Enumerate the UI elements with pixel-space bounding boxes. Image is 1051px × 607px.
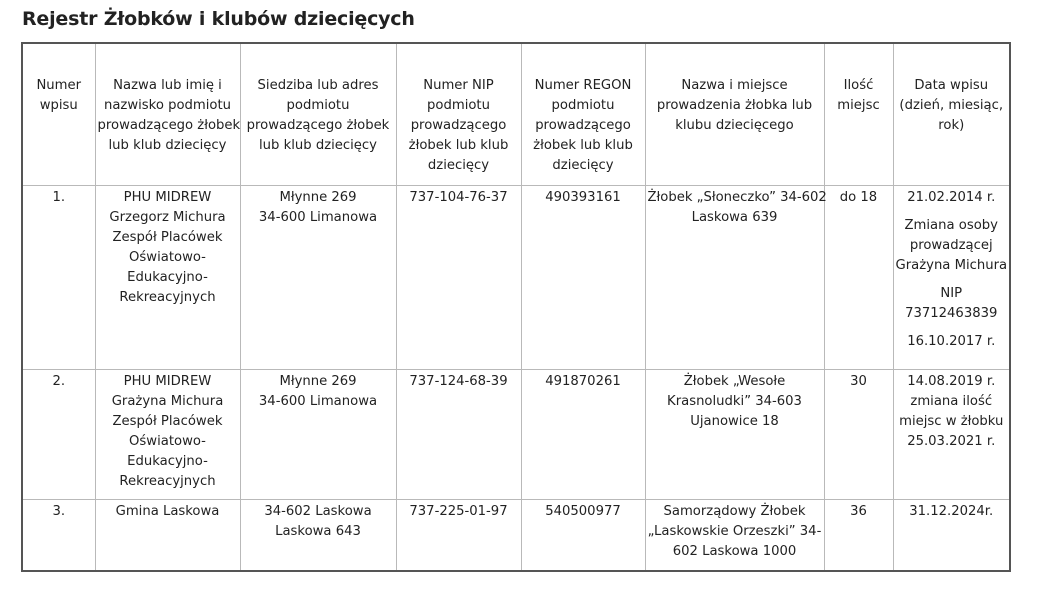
table-row	[22, 185, 1010, 369]
header-row	[22, 43, 1010, 185]
cell-ilosc: do 18	[824, 185, 893, 369]
cell-numer: 1.	[22, 185, 95, 369]
header-data: Data wpisu (dzień, miesiąc, rok)	[893, 43, 1010, 185]
cell-siedziba: Młynne 269 34-600 Limanowa	[240, 185, 396, 369]
cell-data: 14.08.2019 r. zmiana ilość miejsc w żłobku 25.03.2021 r.	[893, 369, 1010, 499]
cell-siedziba: Młynne 269 34-600 Limanowa	[240, 369, 396, 499]
cell-nip: 737-104-76-37	[396, 185, 521, 369]
table-row	[22, 499, 1010, 571]
header-nip: Numer NIP podmiotu prowadzącego żłobek lub klub dziecięcy	[396, 43, 521, 185]
cell-nazwa: PHU MIDREW Grażyna Michura Zespół Placówek Oświatowo- Edukacyjno- Rekreacyjnych	[95, 369, 240, 499]
cell-nazwa: Gmina Laskowa	[95, 499, 240, 571]
cell-nip: 737-124-68-39	[396, 369, 521, 499]
page-title: Rejestr Żłobków i klubów dziecięcych	[22, 8, 415, 30]
cell-nazwa: PHU MIDREW Grzegorz Michura Zespół Placówek Oświatowo- Edukacyjno- Rekreacyjnych	[95, 185, 240, 369]
header-siedziba: Siedziba lub adres podmiotu prowadzącego żłobek lub klub dziecięcy	[240, 43, 396, 185]
registry-table	[21, 42, 1011, 572]
table-row	[22, 369, 1010, 499]
cell-regon: 491870261	[521, 369, 645, 499]
cell-numer: 2.	[22, 369, 95, 499]
cell-ilosc: 36	[824, 499, 893, 571]
header-regon: Numer REGON podmiotu prowadzącego żłobek lub klub dziecięcy	[521, 43, 645, 185]
header-numer: Numer wpisu	[22, 43, 95, 185]
header-ilosc: Ilość miejsc	[824, 43, 893, 185]
header-nazwa: Nazwa lub imię i nazwisko podmiotu prowadzącego żłobek lub klub dziecięcy	[95, 43, 240, 185]
cell-data: 21.02.2014 r. Zmiana osoby prowadzącej Grażyna Michura NIP 73712463839 16.10.2017 r.	[893, 185, 1010, 369]
cell-miejsce: Żłobek „Słoneczko” 34-602 Laskowa 639	[645, 185, 824, 369]
cell-miejsce: Samorządowy Żłobek „Laskowskie Orzeszki” 34- 602 Laskowa 1000	[645, 499, 824, 571]
cell-data: 31.12.2024r.	[893, 499, 1010, 571]
header-miejsce: Nazwa i miejsce prowadzenia żłobka lub klubu dziecięcego	[645, 43, 824, 185]
cell-nip: 737-225-01-97	[396, 499, 521, 571]
cell-siedziba: 34-602 Laskowa Laskowa 643	[240, 499, 396, 571]
cell-numer: 3.	[22, 499, 95, 571]
cell-regon: 490393161	[521, 185, 645, 369]
cell-regon: 540500977	[521, 499, 645, 571]
cell-miejsce: Żłobek „Wesołe Krasnoludki” 34-603 Ujanowice 18	[645, 369, 824, 499]
cell-ilosc: 30	[824, 369, 893, 499]
